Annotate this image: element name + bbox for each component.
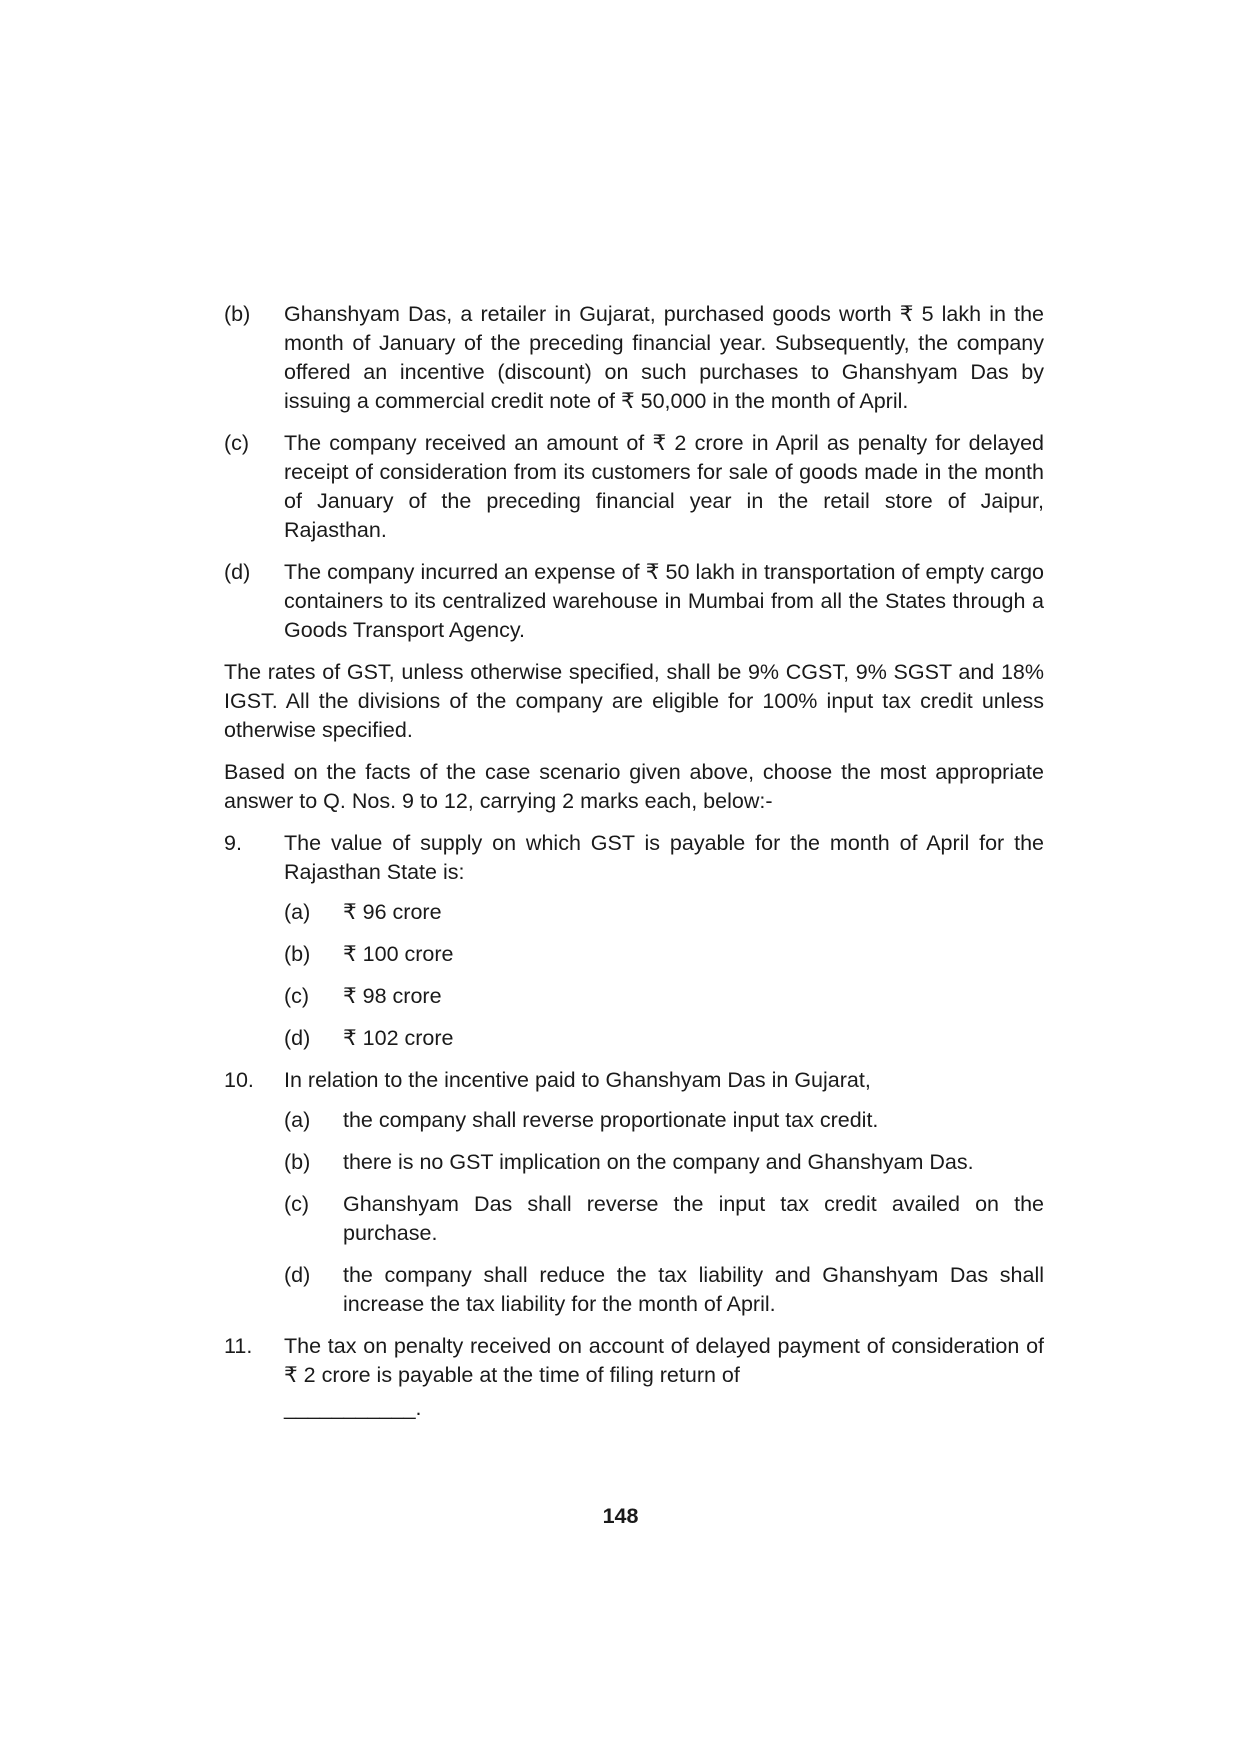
question-text: The value of supply on which GST is payable for the month of April for the Rajasthan State is:: [284, 831, 1044, 884]
option-text: Ghanshyam Das shall reverse the input tax credit availed on the purchase.: [343, 1192, 1044, 1245]
option-text: there is no GST implication on the company and Ghanshyam Das.: [343, 1150, 974, 1174]
option-text: ₹ 98 crore: [343, 984, 442, 1008]
document-page: [224, 300, 1044, 1436]
option-text: ₹ 96 crore: [343, 900, 442, 924]
option-label: (b): [284, 1150, 311, 1174]
option-text: the company shall reverse proportionate input tax credit.: [343, 1108, 879, 1132]
option-label: (b): [284, 942, 311, 966]
question-number: 9.: [224, 831, 242, 855]
question-9-options: [284, 898, 1044, 1053]
question-9: [224, 829, 1044, 887]
question-number: 11.: [224, 1334, 253, 1358]
answer-blank: ___________.: [284, 1396, 422, 1420]
question-text: In relation to the incentive paid to Ghanshyam Das in Gujarat,: [284, 1068, 871, 1092]
question-text: The tax on penalty received on account of delayed payment of consideration of ₹ 2 crore is payable at the time of filing return of: [284, 1334, 1044, 1387]
option-label: (a): [284, 1108, 311, 1132]
scenario-item-c: [224, 429, 1044, 545]
page-number: 148: [602, 1504, 639, 1528]
question-10: [224, 1066, 1044, 1095]
scenario-item-text: The company incurred an expense of ₹ 50 lakh in transportation of empty cargo containers to its centralized warehouse in Mumbai from all the States through a Goods Transport Agency.: [284, 560, 1044, 642]
option-row: [284, 898, 1044, 927]
option-label: (a): [284, 900, 311, 924]
option-row: [284, 1148, 1044, 1177]
question-body: [284, 1332, 1044, 1423]
instruction-paragraph: Based on the facts of the case scenario given above, choose the most appropriate answer to Q. Nos. 9 to 12, carrying 2 marks each, below:-: [224, 760, 1044, 813]
scenario-item-label: (b): [224, 302, 251, 326]
scenario-item-label: (c): [224, 431, 250, 455]
option-label: (c): [284, 984, 310, 1008]
option-row: [284, 1261, 1044, 1319]
scenario-item-b: [224, 300, 1044, 416]
option-label: (d): [284, 1263, 311, 1287]
question-11: [224, 1332, 1044, 1423]
option-row: [284, 940, 1044, 969]
question-10-options: [284, 1106, 1044, 1319]
scenario-item-d: [224, 558, 1044, 645]
option-row: [284, 1024, 1044, 1053]
option-text: the company shall reduce the tax liability and Ghanshyam Das shall increase the tax liability for the month of April.: [343, 1263, 1044, 1316]
question-number: 10.: [224, 1068, 254, 1092]
option-row: [284, 1106, 1044, 1135]
option-row: [284, 982, 1044, 1011]
option-label: (d): [284, 1026, 311, 1050]
option-text: ₹ 100 crore: [343, 942, 454, 966]
option-row: [284, 1190, 1044, 1248]
option-label: (c): [284, 1192, 310, 1216]
gst-rates-paragraph: The rates of GST, unless otherwise specified, shall be 9% CGST, 9% SGST and 18% IGST. All the divisions of the company are eligible for 100% input tax credit unless otherwise specified.: [224, 660, 1044, 742]
scenario-item-text: Ghanshyam Das, a retailer in Gujarat, purchased goods worth ₹ 5 lakh in the month of January of the preceding financial year. Subsequently, the company offered an incentive (discount) on such purchases to Ghanshyam Das by issuing a commercial credit note of ₹ 50,000 in the month of April.: [284, 302, 1044, 413]
scenario-item-text: The company received an amount of ₹ 2 crore in April as penalty for delayed receipt of consideration from its customers for sale of goods made in the month of January of the preceding financial year in the retail store of Jaipur, Rajasthan.: [284, 431, 1044, 542]
option-text: ₹ 102 crore: [343, 1026, 454, 1050]
scenario-item-label: (d): [224, 560, 251, 584]
